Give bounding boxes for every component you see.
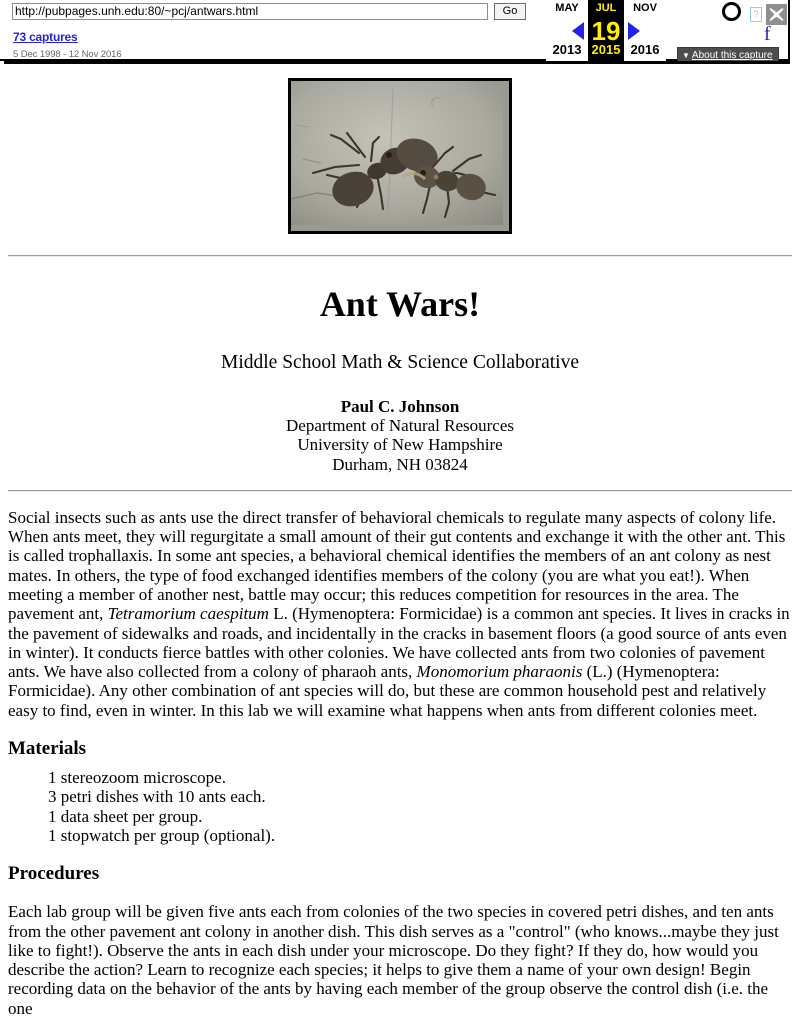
timeline-current-year: 2015 [591, 42, 621, 57]
divider-bottom [8, 490, 792, 492]
list-item: 1 stopwatch per group (optional). [48, 825, 276, 845]
timeline-current-month: JUL [595, 2, 617, 14]
about-this-capture-label: About this capture [691, 50, 773, 61]
timeline-prev-column[interactable] [546, 0, 588, 61]
intro-paragraph [8, 508, 792, 720]
intro-text-part3: (L.) (Hymenoptera: Formicidae). Any other combination of ant species will do, but these are common household pest and relatively easy to find, even in winter. In this lab we will examine what happens when ants from different colonies meet. [8, 662, 767, 720]
timeline-prev-month: MAY [555, 2, 579, 14]
hero-section [0, 61, 800, 239]
chevron-down-icon: ▼ [682, 51, 690, 60]
url-bar-row [12, 3, 526, 20]
timeline-current-column[interactable] [588, 0, 624, 61]
page-title: Ant Wars! [319, 284, 481, 324]
materials-heading: Materials [8, 738, 87, 760]
captures-link[interactable]: 73 captures [13, 30, 78, 44]
timeline-next-year: 2016 [630, 42, 660, 57]
timeline-next-column[interactable] [624, 0, 666, 61]
materials-list [48, 768, 800, 845]
capture-timeline [546, 0, 666, 61]
species-name-monomorium: Monomorium pharaonis [416, 662, 583, 682]
timeline-current-day: 19 [591, 16, 621, 46]
about-this-capture-button[interactable] [677, 47, 779, 62]
prev-capture-arrow-icon[interactable] [572, 22, 584, 40]
list-item: 1 stereozoom microscope. [48, 768, 226, 788]
author-name: Paul C. Johnson [340, 397, 460, 416]
list-item: 3 petri dishes with 10 ants each. [48, 787, 266, 807]
ant-fight-photo [288, 78, 512, 234]
next-capture-arrow-icon[interactable] [628, 22, 640, 40]
intro-text-part1: Social insects such as ants use the direct transfer of behavioral chemicals to regulate many aspects of colony life. When ants meet, they will regurgitate a small amount of their gut contents and exchange it with the other ant. This is called trophallaxis. In some ant species, a behavioral chemical identifies the members of an ant colony as nest mates. In others, the type of food exchanged identifies members of the colony (you are what you eat!). When meeting a member of another nest, battle may occur; this reduces competition for resources in the area. The pavement ant, [8, 507, 786, 624]
species-name-tetramorium: Tetramorium caespitum [107, 604, 269, 624]
go-button[interactable]: Go [494, 3, 526, 20]
page-subtitle: Middle School Math & Science Collaborative [221, 352, 579, 373]
timeline-next-month: NOV [633, 2, 657, 14]
author-block [0, 397, 800, 474]
author-department: Department of Natural Resources [286, 416, 514, 436]
wayback-toolbar [0, 0, 790, 61]
loading-spinner-icon [722, 2, 741, 21]
procedures-heading: Procedures [8, 863, 100, 885]
procedures-paragraph: Each lab group will be given five ants each from colonies of the two species in covered petri dishes, and ten ants from the other pavement ant colony in another dish. This dish serves as a "control" (who knows...maybe they just like to fight!). Observe the ants in each dish under your microscope. Do they fight? If they do, how would you describe the action? Learn to recognize each species; it helps to give them a name of your own design! Begin recording data on the behavior of the ants by having each member of the group observe the control dish (i.e. the one [8, 902, 779, 1018]
author-location: Durham, NH 03824 [332, 454, 468, 474]
timeline-prev-year: 2013 [552, 42, 582, 57]
facebook-share-icon[interactable]: f [764, 23, 771, 45]
close-toolbar-button[interactable] [766, 4, 787, 25]
list-item: 1 data sheet per group. [48, 806, 203, 826]
broken-image-placeholder-icon: ? [750, 7, 762, 22]
intro-text-part2: L. (Hymenoptera: Formicidae) is a common ant species. It lives in cracks in the pavement of sidewalks and roads, and incidentally in the cracks in basement floors (a good source of ants even in winter). It conducts fierce battles with other colonies. We have collected ants from two colonies of pavement ants. We have also collected from a colony of pharaoh ants, [8, 604, 790, 682]
page-content [0, 61, 800, 1018]
divider-top [8, 255, 792, 257]
capture-date-range: 5 Dec 1998 - 12 Nov 2016 [13, 49, 122, 60]
author-institution: University of New Hampshire [297, 435, 503, 455]
url-input[interactable] [12, 3, 488, 20]
